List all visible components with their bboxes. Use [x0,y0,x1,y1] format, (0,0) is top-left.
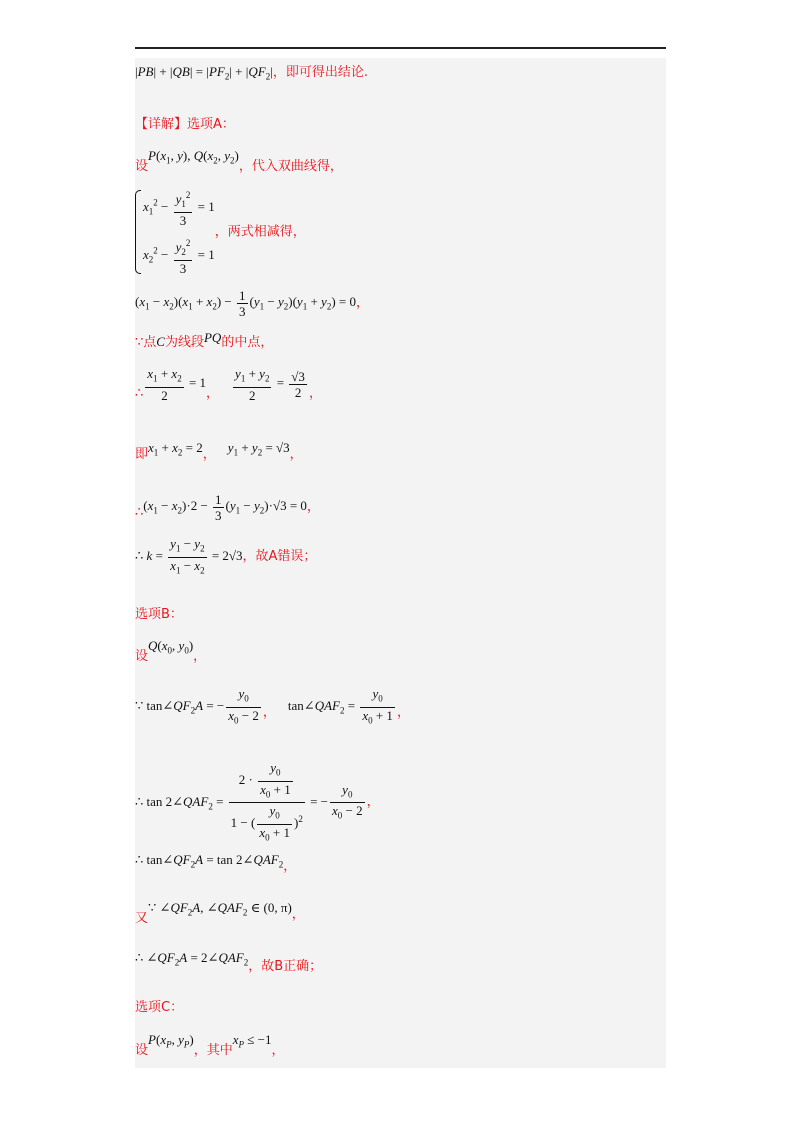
math-focal-sum: $|PB| + |QB| = |PF_2| + |QF_2|$ [135,64,273,82]
line-11 [135,607,183,623]
line-18 [135,1000,183,1016]
lead-she: 设 [135,159,149,174]
math-points-pq: $P(x_1$, y), $Q(x_2$, $y_2$) [148,148,239,166]
math-xp-bound: $x_P \le -1$ [232,1032,272,1050]
line-9 [135,492,320,523]
therefore-7: ∴ [135,386,144,402]
subtract-text: ，两式相减得， [214,224,306,240]
math-angle-double: ∴ $\angle QF_2A$ = $2\angle QAF_2$ [135,950,249,968]
math-y-sum: $y_1 + y_2 = √3$ [227,440,290,458]
segment-pq: PQ [203,330,222,345]
line-6 [135,330,274,351]
line-10 [135,536,316,578]
comma-13: ， [396,705,410,721]
line-19 [135,1032,285,1058]
equation-1: $x_1^2$ − $\frac{y_1^2}{3}$ = 1 [143,190,215,228]
lead-ji: 即 [135,447,149,462]
therefore-9: ∴ [135,505,144,521]
detail-heading-a: 【详解】选项A： [135,117,235,132]
substitute-text: ，代入双曲线得， [238,159,343,174]
comma-15: ， [283,859,297,874]
equation-system [135,188,215,276]
comma-7: ， [308,386,322,402]
math-x-mid: $\frac{x_1 + x_2}{2}$ = 1 [147,366,207,403]
line-12 [135,638,207,664]
line-16 [135,900,305,926]
sep-7: ， [206,386,220,402]
math-slope: ∴ k = $\frac{y_1 - y_2}{x_1 - x_2}$ = 2√3 [135,536,243,576]
line-15 [135,852,296,873]
where-text: ，其中 [193,1043,233,1058]
math-tan-qaf2: $\tan\angle QAF_2$ = $\frac{y_0}{x_0 + 1}$ [287,686,393,726]
option-b-heading: 选项B： [135,607,183,622]
a-wrong-text: ，故A错误； [242,549,317,565]
comma-16: ， [291,907,305,922]
lead-she-b: 设 [135,649,149,664]
sep-8: ， [202,447,216,462]
math-double-angle: ∴ $\tan 2\angle QAF_2$ = 2 · $\frac{y_0}{x_0 + 1}$ 1 − ( $\frac{y_0}{x_0 + 1}$ )$^2$ = − $\frac{y_0}{x_0 - 2}$ [135,760,363,843]
because-point: ∵点 [135,335,157,350]
math-difference: $(x_1 - x_2)(x_1 + x_2)$ − $\frac{1}{3}$ $(y_1 - y_2)(y_1 + y_2) = 0$ [135,288,356,319]
math-substituted: $(x_1 - x_2)\cdot 2$ − $\frac{1}{3}$ $(y_1 - y_2)\cdot√3 = 0$ [143,492,307,523]
comma-8: ， [289,447,303,462]
midpoint-text: 的中点， [221,335,274,350]
line-3 [135,148,343,174]
comma-5: ， [356,295,370,311]
line-7 [135,366,322,403]
comma-9: ， [306,499,320,515]
math-x-sum: $x_1 + x_2 = 2$ [148,440,203,458]
line-17 [135,950,323,974]
header-rule [135,47,666,49]
line-8 [135,440,303,461]
comma-14: ， [366,794,380,810]
point-c: C [156,334,165,349]
equation-2: $x_2^2$ − $\frac{y_2^2}{3}$ = 1 [143,237,215,276]
line-1 [135,64,368,85]
math-point-p: $P(x_P$, $y_P$) [148,1032,194,1050]
math-y-mid: $\frac{y_1 + y_2}{2}$ = $\frac{√3}{2}$ [235,366,305,403]
b-correct-text: ，故B正确； [248,959,323,974]
option-c-heading: 选项C： [135,1000,184,1015]
is-segment: 为线段 [164,335,204,350]
line-13 [135,686,410,728]
math-tan-qf2a: ∵ $\tan\angle QF_2A$ = − $\frac{y_0}{x_0 - 2}$ [135,686,259,726]
line-14 [135,760,380,845]
math-angle-range: ∵ $\angle QF_2A$, $\angle QAF_2$ ∈ (0, π) [148,900,292,918]
line-5 [135,288,369,319]
conclusion-text: ，即可得出结论. [272,65,368,80]
sep-13: ， [262,705,276,721]
math-tan-equal: ∴ $\tan\angle QF_2A = \tan$ $2\angle QAF_2$ [135,852,284,870]
math-point-q0: $Q(x_0$, $y_0$) [148,638,194,656]
line-4 [135,188,306,276]
lead-you: 又 [135,911,149,926]
line-2 [135,117,235,133]
lead-she-c: 设 [135,1043,149,1058]
comma-12: ， [193,649,207,664]
comma-19: ， [271,1043,285,1058]
